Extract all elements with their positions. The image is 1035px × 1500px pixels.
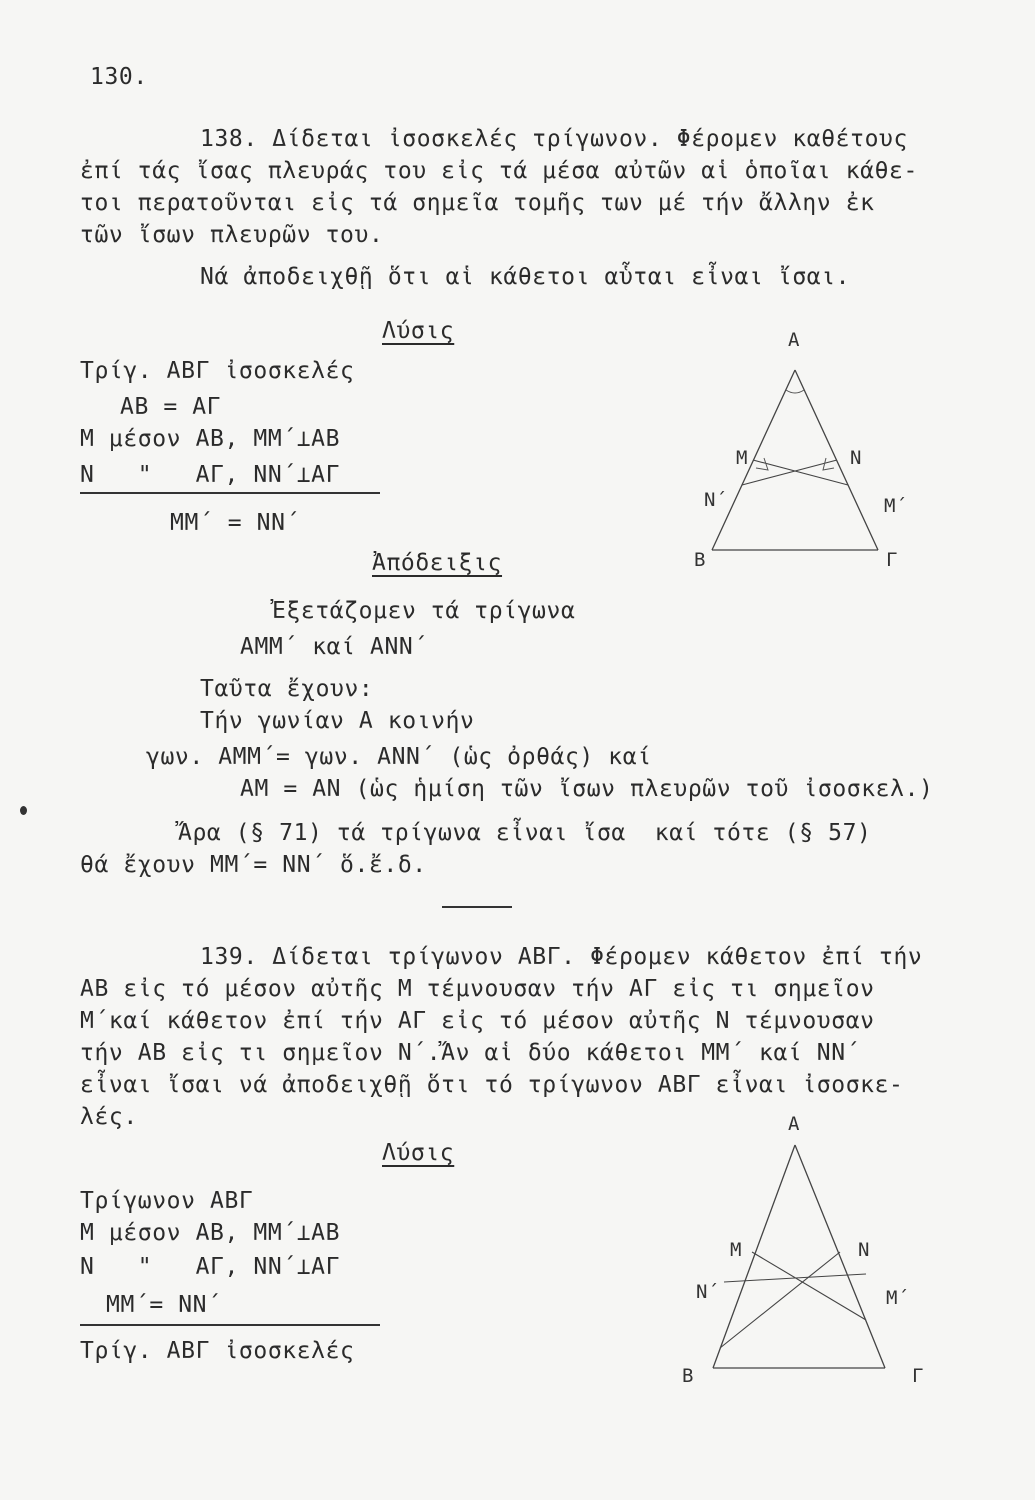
problem-138-solution-title: Λύσις: [382, 318, 455, 344]
problem-138-given-2: ΑΒ = ΑΓ: [120, 394, 222, 420]
problem-139-given-1: Τρίγωνον ΑΒΓ: [80, 1188, 254, 1214]
proof-line-2: ΑΜΜ΄ καί ΑΝΝ΄: [240, 634, 428, 660]
page-number: 130.: [90, 64, 148, 90]
figure-138-triangle: [690, 330, 920, 580]
label-A: Α: [788, 1113, 800, 1135]
problem-139-given-4: ΜΜ΄= ΝΝ΄: [106, 1292, 222, 1318]
problem-138-given-4: Ν " ΑΓ, ΝΝ΄⊥ΑΓ: [80, 462, 341, 488]
hypothesis-divider: [80, 492, 380, 494]
problem-138-line-3: τοι περατοῦνται εἰς τά σημεῖα τομῆς των μέ τήν ἄλλην ἐκ: [80, 190, 875, 216]
proof-line-3: Ταῦτα ἔχουν:: [200, 676, 374, 702]
problem-138-line-1: 138. Δίδεται ἰσοσκελές τρίγωνον. Φέρομεν καθέτους: [200, 126, 908, 152]
label-G: Γ: [886, 549, 898, 571]
label-N: Ν: [850, 447, 862, 469]
figure-139-triangle: [680, 1110, 940, 1390]
problem-138-prove: Νά ἀποδειχθῇ ὅτι αἱ κάθετοι αὗται εἶναι ἴσαι.: [200, 264, 851, 290]
label-N: Ν: [858, 1239, 870, 1261]
proof-line-6: ΑΜ = ΑΝ (ὡς ἡμίση τῶν ἴσων πλευρῶν τοῦ ἰσοσκελ.): [240, 776, 934, 802]
hypothesis-divider-139: [80, 1324, 380, 1326]
proof-line-5: γων. ΑΜΜ΄= γων. ΑΝΝ΄ (ὡς ὀρθάς) καί: [146, 744, 652, 770]
problem-139-line-6: λές.: [80, 1104, 138, 1130]
label-M-prime: Μ΄: [884, 495, 907, 517]
problem-139-line-4: τήν ΑΒ εἰς τι σημεῖον Ν΄.Ἄν αἱ δύο κάθετοι ΜΜ΄ καί ΝΝ΄: [80, 1040, 861, 1066]
label-N-prime: Ν΄: [704, 489, 727, 511]
proof-line-1: Ἐξετάζομεν τά τρίγωνα: [272, 598, 576, 624]
label-A: Α: [788, 329, 800, 351]
problem-138-conclusion: ΜΜ΄ = ΝΝ΄: [170, 510, 301, 536]
problem-138-proof-title: Ἀπόδειξις: [372, 550, 503, 576]
problem-138-line-2: ἐπί τάς ἴσας πλευράς του εἰς τά μέσα αὐτῶν αἱ ὁποῖαι κάθε-: [80, 158, 918, 184]
label-M: Μ: [736, 447, 748, 469]
proof-line-8: θά ἔχουν ΜΜ΄= ΝΝ΄ ὅ.ἔ.δ.: [80, 852, 427, 878]
section-separator: [442, 906, 512, 908]
proof-line-7: Ἄρα (§ 71) τά τρίγωνα εἶναι ἴσα καί τότε (§ 57): [178, 820, 872, 846]
problem-139-line-1: 139. Δίδεται τρίγωνον ΑΒΓ. Φέρομεν κάθετον ἐπί τήν: [200, 944, 923, 970]
problem-139-line-3: Μ΄καί κάθετον ἐπί τήν ΑΓ εἰς τό μέσον αὐτῆς Ν τέμνουσαν: [80, 1008, 875, 1034]
problem-139-given-2: Μ μέσον ΑΒ, ΜΜ΄⊥ΑΒ: [80, 1220, 341, 1246]
problem-138-line-4: τῶν ἴσων πλευρῶν του.: [80, 222, 384, 248]
problem-138-given-3: Μ μέσον ΑΒ, ΜΜ΄⊥ΑΒ: [80, 426, 341, 452]
problem-139-conclusion: Τρίγ. ΑΒΓ ἰσοσκελές: [80, 1338, 355, 1364]
problem-139-line-5: εἶναι ἴσαι νά ἀποδειχθῇ ὅτι τό τρίγωνον ΑΒΓ εἶναι ἰσοσκε-: [80, 1072, 904, 1098]
problem-139-solution-title: Λύσις: [382, 1140, 455, 1166]
problem-139-line-2: ΑΒ εἰς τό μέσον αὐτῆς Μ τέμνουσαν τήν ΑΓ εἰς τι σημεῖον: [80, 976, 875, 1002]
label-B: Β: [682, 1365, 694, 1387]
label-B: Β: [694, 549, 706, 571]
problem-138-given-1: Τρίγ. ΑΒΓ ἰσοσκελές: [80, 358, 355, 384]
proof-line-4: Τήν γωνίαν Α κοινήν: [200, 708, 475, 734]
label-M: Μ: [730, 1239, 742, 1261]
label-G: Γ: [912, 1365, 924, 1387]
margin-ink-dot: [20, 806, 27, 815]
problem-139-given-3: Ν " ΑΓ, ΝΝ΄⊥ΑΓ: [80, 1254, 341, 1280]
label-N-prime: Ν΄: [696, 1281, 719, 1303]
label-M-prime: Μ΄: [886, 1287, 909, 1309]
